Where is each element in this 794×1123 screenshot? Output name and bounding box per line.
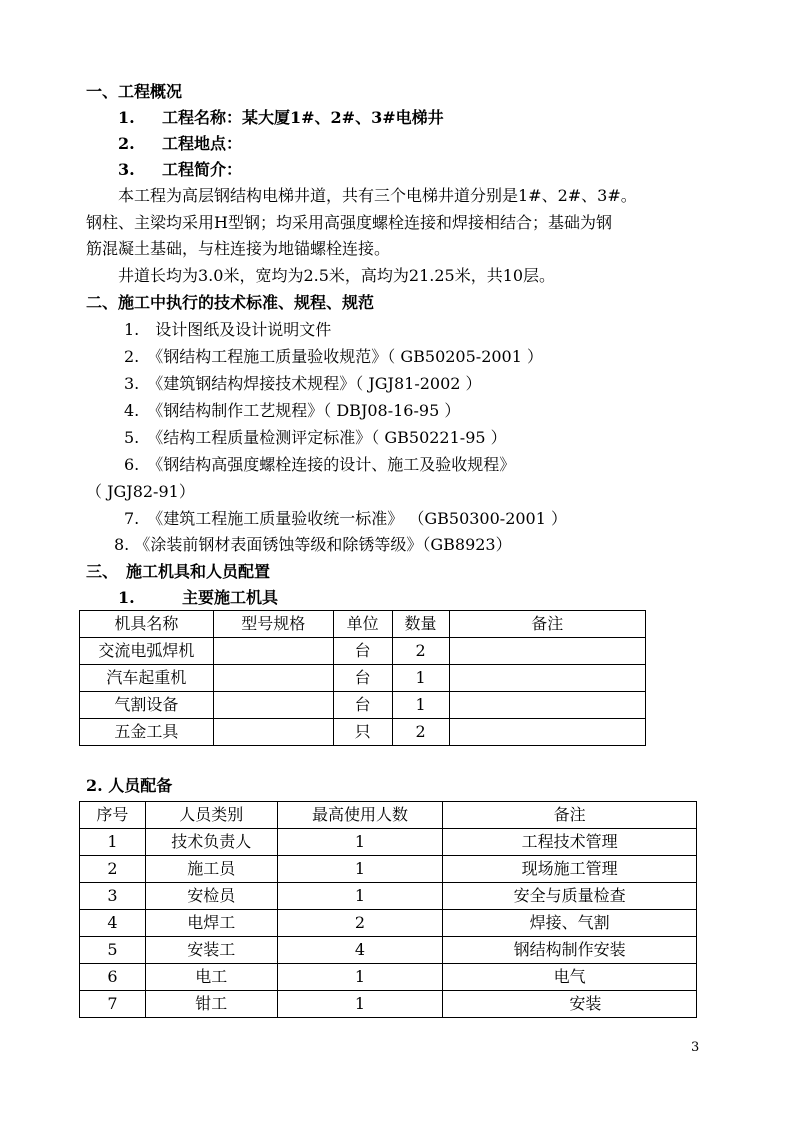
table-row xyxy=(80,883,697,910)
standard-item-6: 6. 《钢结构高强度螺栓连接的设计、施工及验收规程》 xyxy=(124,455,516,474)
table-cell xyxy=(213,692,333,719)
staff-header-cell: 序号 xyxy=(80,802,146,829)
table-cell xyxy=(449,692,646,719)
section1-item3: 工程简介： xyxy=(162,160,243,179)
table-row xyxy=(80,991,697,1018)
section1-heading: 一、工程概况 xyxy=(86,82,183,101)
table-cell: 安检员 xyxy=(145,883,277,910)
table-row xyxy=(80,856,697,883)
table-cell: 1 xyxy=(392,692,449,719)
table-row xyxy=(80,937,697,964)
table-cell: 安装 xyxy=(443,991,697,1018)
section1-item3-num: 3. xyxy=(118,160,135,179)
standard-item-3: 3. 《建筑钢结构焊接技术规程》（ JGJ81-2002 ） xyxy=(124,374,482,393)
section3-heading: 三、 施工机具和人员配置 xyxy=(86,562,271,581)
table-cell: 2 xyxy=(80,856,146,883)
table-cell xyxy=(449,665,646,692)
table-row xyxy=(80,719,646,746)
table-cell: 气割设备 xyxy=(80,692,214,719)
table-cell: 1 xyxy=(277,991,443,1018)
section1-item1: 工程名称：某大厦1#、2#、3#电梯井 xyxy=(162,108,444,127)
section2-heading: 二、施工中执行的技术标准、规程、规范 xyxy=(86,293,375,312)
table-cell: 1 xyxy=(80,829,146,856)
staff-table-header xyxy=(80,802,697,829)
table-cell xyxy=(213,665,333,692)
standard-item-7: 7. 《建筑工程施工质量验收统一标准》 （GB50300-2001 ） xyxy=(124,509,568,528)
equipment-header-cell: 机具名称 xyxy=(80,611,214,638)
section1-item2-num: 2. xyxy=(118,134,135,153)
table-row xyxy=(80,692,646,719)
table-cell: 钢结构制作安装 xyxy=(443,937,697,964)
standard-item-1: 1. 设计图纸及设计说明文件 xyxy=(124,320,332,339)
table-cell xyxy=(449,719,646,746)
staff-header-cell: 人员类别 xyxy=(145,802,277,829)
table-cell: 安全与质量检查 xyxy=(443,883,697,910)
standard-item-2: 2. 《钢结构工程施工质量验收规范》（ GB50205-2001 ） xyxy=(124,347,544,366)
table-cell: 台 xyxy=(333,692,392,719)
table-cell: 1 xyxy=(277,964,443,991)
table-cell: 2 xyxy=(392,638,449,665)
table-cell: 3 xyxy=(80,883,146,910)
intro-paragraph-line1: 本工程为高层钢结构电梯井道，共有三个电梯井道分别是1#、2#、3#。 xyxy=(118,186,637,205)
table-row xyxy=(80,964,697,991)
equipment-header-cell: 备注 xyxy=(449,611,646,638)
staff-header-cell: 备注 xyxy=(443,802,697,829)
table-cell: 电焊工 xyxy=(145,910,277,937)
table-cell: 台 xyxy=(333,665,392,692)
dimensions-paragraph: 井道长均为3.0米，宽均为2.5米，高均为21.25米，共10层。 xyxy=(118,266,556,285)
equipment-subheading: 主要施工机具 xyxy=(182,588,279,607)
table-cell: 7 xyxy=(80,991,146,1018)
table-cell: 2 xyxy=(392,719,449,746)
table-cell: 只 xyxy=(333,719,392,746)
equipment-header-cell: 型号规格 xyxy=(213,611,333,638)
equipment-subheading-num: 1. xyxy=(118,588,135,607)
table-cell: 1 xyxy=(392,665,449,692)
table-cell: 钳工 xyxy=(145,991,277,1018)
equipment-header-cell: 数量 xyxy=(392,611,449,638)
table-cell: 5 xyxy=(80,937,146,964)
staff-subheading: 2. 人员配备 xyxy=(86,776,173,795)
table-cell: 2 xyxy=(277,910,443,937)
table-cell: 工程技术管理 xyxy=(443,829,697,856)
intro-paragraph-line2: 钢柱、主梁均采用H型钢；均采用高强度螺栓连接和焊接相结合；基础为钢 xyxy=(86,213,612,232)
table-cell: 1 xyxy=(277,829,443,856)
table-cell xyxy=(213,719,333,746)
equipment-table-header xyxy=(80,611,646,638)
table-cell xyxy=(213,638,333,665)
table-cell: 1 xyxy=(277,856,443,883)
table-row xyxy=(80,910,697,937)
table-row xyxy=(80,829,697,856)
table-cell: 4 xyxy=(277,937,443,964)
section1-item2: 工程地点： xyxy=(162,134,243,153)
equipment-table xyxy=(79,610,646,746)
table-row xyxy=(80,638,646,665)
table-cell: 交流电弧焊机 xyxy=(80,638,214,665)
table-cell: 安装工 xyxy=(145,937,277,964)
table-cell: 焊接、气割 xyxy=(443,910,697,937)
equipment-header-cell: 单位 xyxy=(333,611,392,638)
table-cell: 施工员 xyxy=(145,856,277,883)
table-cell: 6 xyxy=(80,964,146,991)
section1-item1-num: 1. xyxy=(118,108,135,127)
table-row xyxy=(80,665,646,692)
table-cell: 技术负责人 xyxy=(145,829,277,856)
intro-paragraph-line3: 筋混凝土基础，与柱连接为地锚螺栓连接。 xyxy=(86,239,391,258)
table-cell: 电工 xyxy=(145,964,277,991)
page-number: 3 xyxy=(691,1040,700,1055)
table-cell: 五金工具 xyxy=(80,719,214,746)
table-cell: 台 xyxy=(333,638,392,665)
standard-item-5: 5. 《结构工程质量检测评定标准》（ GB50221-95 ） xyxy=(124,428,507,447)
standard-item-6-code: （ JGJ82-91） xyxy=(86,482,195,501)
table-cell: 现场施工管理 xyxy=(443,856,697,883)
table-cell xyxy=(449,638,646,665)
staff-table xyxy=(79,801,697,1018)
staff-header-cell: 最高使用人数 xyxy=(277,802,443,829)
table-cell: 4 xyxy=(80,910,146,937)
table-cell: 汽车起重机 xyxy=(80,665,214,692)
standard-item-4: 4. 《钢结构制作工艺规程》（ DBJ08-16-95 ） xyxy=(124,401,461,420)
table-cell: 电气 xyxy=(443,964,697,991)
standard-item-8: 8. 《涂装前钢材表面锈蚀等级和除锈等级》（GB8923） xyxy=(114,535,512,554)
table-cell: 1 xyxy=(277,883,443,910)
